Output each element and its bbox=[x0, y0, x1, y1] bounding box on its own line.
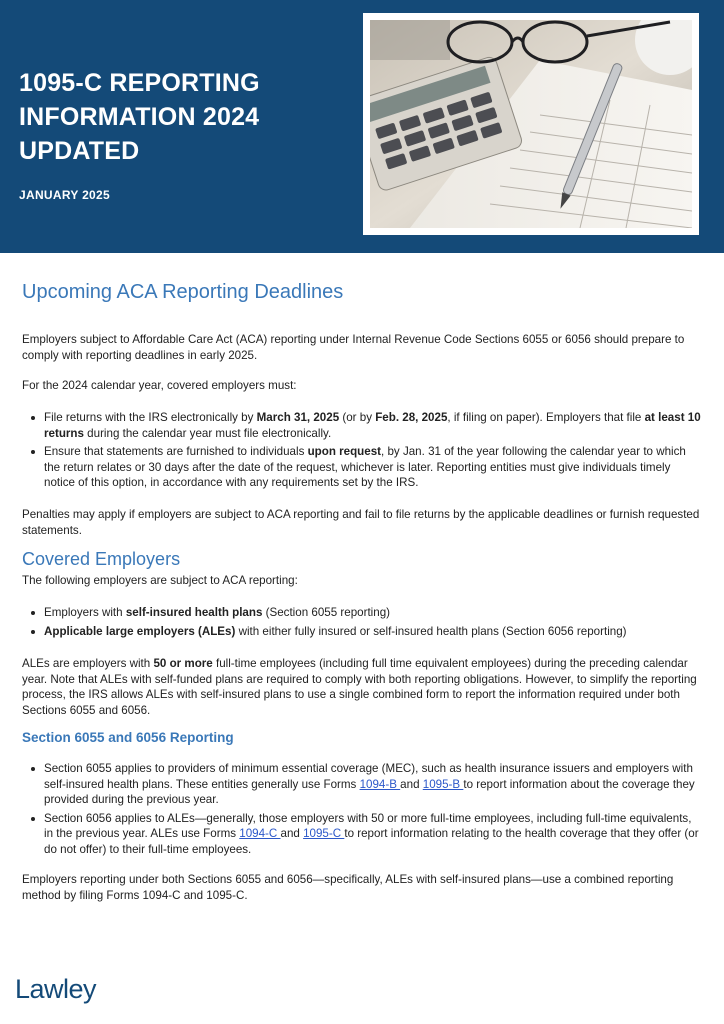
form-1095-c-link[interactable]: 1095-C bbox=[303, 827, 345, 841]
title-line-1: 1095-C REPORTING bbox=[19, 69, 260, 97]
title-line-3: UPDATED bbox=[19, 137, 140, 165]
title-line-2: INFORMATION 2024 bbox=[19, 103, 260, 131]
covered-lead-paragraph: The following employers are subject to ACA reporting: bbox=[22, 574, 298, 587]
closing-paragraph: Employers reporting under both Sections 6055 and 6056—specifically, ALEs with self-insured plans—use a combined reporting method by filing Forms 1094-C and 1095-C. bbox=[22, 873, 674, 902]
document-title bbox=[19, 66, 349, 168]
covered-employers-list bbox=[22, 605, 702, 642]
document-date: JANUARY 2025 bbox=[19, 188, 110, 202]
form-1095-b-link[interactable]: 1095-B bbox=[422, 777, 464, 791]
list-item: Ensure that statements are furnished to individuals upon request, by Jan. 31 of the year following the calendar year to which the return relates or 30 days after the date of the request, whichever is later. Reporting entities must give individuals timely notice of this option, in accordance with any requirements set by the IRS. bbox=[22, 444, 702, 491]
section-heading-6055-6056: Section 6055 and 6056 Reporting bbox=[22, 730, 234, 745]
penalties-paragraph: Penalties may apply if employers are subject to ACA reporting and fail to file returns by the applicable deadlines or furnish requested statements. bbox=[22, 508, 700, 537]
intro-paragraph: Employers subject to Affordable Care Act (ACA) reporting under Internal Revenue Code Sections 6055 or 6056 should prepare to comply with reporting deadlines in early 2025. bbox=[22, 333, 685, 362]
form-1094-b-link[interactable]: 1094-B bbox=[359, 777, 401, 791]
section-heading-deadlines: Upcoming ACA Reporting Deadlines bbox=[22, 281, 344, 303]
list-item: Applicable large employers (ALEs) with either fully insured or self-insured health plans (Section 6056 reporting) bbox=[22, 624, 702, 640]
header-banner bbox=[0, 0, 724, 253]
section-heading-covered-employers: Covered Employers bbox=[22, 549, 181, 569]
calculator-photo-illustration bbox=[370, 20, 692, 228]
company-logo: Lawley bbox=[15, 974, 97, 1004]
list-item: Employers with self-insured health plans (Section 6055 reporting) bbox=[22, 605, 702, 621]
deadline-list bbox=[22, 410, 702, 494]
header-photo bbox=[363, 13, 699, 235]
list-item: Section 6055 applies to providers of minimum essential coverage (MEC), such as health insurance issuers and employers with self-insured health plans. These entities generally use Forms 1094-B and 1095-B to report information about the coverage they provided during the previous year. bbox=[22, 761, 702, 808]
ales-paragraph: ALEs are employers with 50 or more full-time employees (including full time equivalent employees) during the preceding calendar year. Note that ALEs with self-funded plans are required to comply with both reporting obligations. However, to simplify the reporting process, the IRS allows ALEs with self-insured plans to use a single combined form to report the information required under both Sections 6055 and 6056. bbox=[22, 657, 697, 717]
list-item: File returns with the IRS electronically by March 31, 2025 (or by Feb. 28, 2025, if filing on paper). Employers that file at least 10 returns during the calendar year must file electronically. bbox=[22, 410, 702, 441]
lead-paragraph: For the 2024 calendar year, covered employers must: bbox=[22, 379, 297, 392]
reporting-list bbox=[22, 761, 702, 861]
list-item: Section 6056 applies to ALEs—generally, those employers with 50 or more full-time employees, including full-time equivalents, in the previous year. ALEs use Forms 1094-C and 1095-C to report information relating to the health coverage that they offer (or do not offer) to their full-time employees. bbox=[22, 811, 702, 858]
form-1094-c-link[interactable]: 1094-C bbox=[239, 827, 281, 841]
